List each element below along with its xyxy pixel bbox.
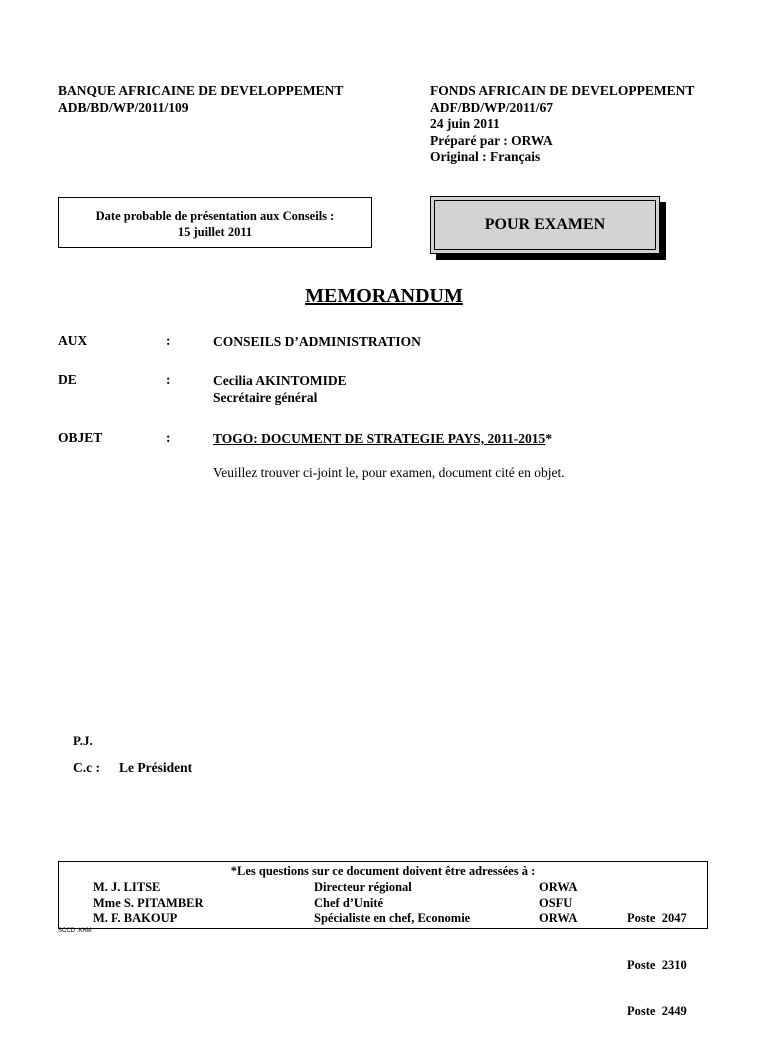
contact-name: M. J. LITSE bbox=[93, 880, 161, 894]
contact-poste: Poste 2310 bbox=[627, 957, 687, 972]
sender-name: Cecilia AKINTOMIDE bbox=[213, 373, 347, 388]
contact-role: Spécialiste en chef, Economie bbox=[314, 911, 471, 925]
contact-role: Chef d’Unité bbox=[314, 895, 384, 910]
sender-title: Secrétaire général bbox=[213, 390, 318, 405]
contact-unit: ORWA bbox=[539, 880, 578, 894]
fund-ref: ADF/BD/WP/2011/67 bbox=[430, 99, 554, 115]
doc-date: 24 juin 2011 bbox=[430, 116, 500, 131]
presentation-date-value: 15 juillet 2011 bbox=[177, 225, 253, 239]
row-value-de bbox=[213, 372, 347, 406]
row-colon-objet: : bbox=[166, 430, 171, 445]
subject-marker: * bbox=[545, 431, 553, 446]
contacts-postes bbox=[627, 880, 687, 1051]
subject-text: TOGO: DOCUMENT DE STRATEGIE PAYS, 2011-2015 bbox=[213, 431, 546, 446]
contacts-units bbox=[539, 880, 577, 927]
contacts-roles bbox=[314, 880, 470, 927]
contacts-title: *Les questions sur ce document doivent être adressées à : bbox=[230, 864, 536, 878]
row-label-de: DE bbox=[58, 372, 77, 387]
row-label-aux: AUX bbox=[58, 333, 88, 348]
row-value-objet bbox=[213, 430, 552, 447]
row-label-objet: OBJET bbox=[58, 430, 103, 445]
contact-unit: OSFU bbox=[539, 895, 573, 910]
contact-role: Directeur régional bbox=[314, 880, 412, 894]
contact-poste: Poste 2449 bbox=[627, 1004, 687, 1018]
contact-name: M. F. BAKOUP bbox=[93, 911, 178, 925]
contacts-names bbox=[93, 880, 204, 927]
fund-name: FONDS AFRICAIN DE DEVELOPPEMENT bbox=[430, 83, 695, 98]
presentation-date-label: Date probable de présentation aux Conseils : bbox=[95, 209, 335, 223]
memo-title: MEMORANDUM bbox=[305, 285, 463, 307]
row-colon-de: : bbox=[166, 372, 171, 387]
reference-code: SCCD :KHM bbox=[58, 928, 92, 934]
memo-body: Veuillez trouver ci-joint le, pour examen, document cité en objet. bbox=[213, 465, 565, 480]
original-language: Original : Français bbox=[430, 149, 541, 164]
exam-box-label: POUR EXAMEN bbox=[484, 216, 606, 233]
header-left bbox=[58, 83, 343, 116]
header-right bbox=[430, 83, 694, 166]
prepared-by: Préparé par : ORWA bbox=[430, 132, 553, 148]
contact-unit: ORWA bbox=[539, 911, 578, 925]
cc-value: Le Président bbox=[119, 760, 193, 775]
presentation-date-box bbox=[58, 197, 372, 248]
exam-box bbox=[430, 196, 660, 254]
contact-name: Mme S. PITAMBER bbox=[93, 895, 204, 910]
cc-label: C.c : bbox=[73, 760, 100, 775]
pj-label: P.J. bbox=[73, 733, 93, 748]
row-value-aux: CONSEILS D’ADMINISTRATION bbox=[213, 334, 421, 349]
bank-ref: ADB/BD/WP/2011/109 bbox=[58, 99, 189, 115]
bank-name: BANQUE AFRICAINE DE DEVELOPPEMENT bbox=[58, 83, 344, 98]
row-colon-aux: : bbox=[166, 333, 171, 348]
contact-poste: Poste 2047 bbox=[627, 911, 687, 925]
